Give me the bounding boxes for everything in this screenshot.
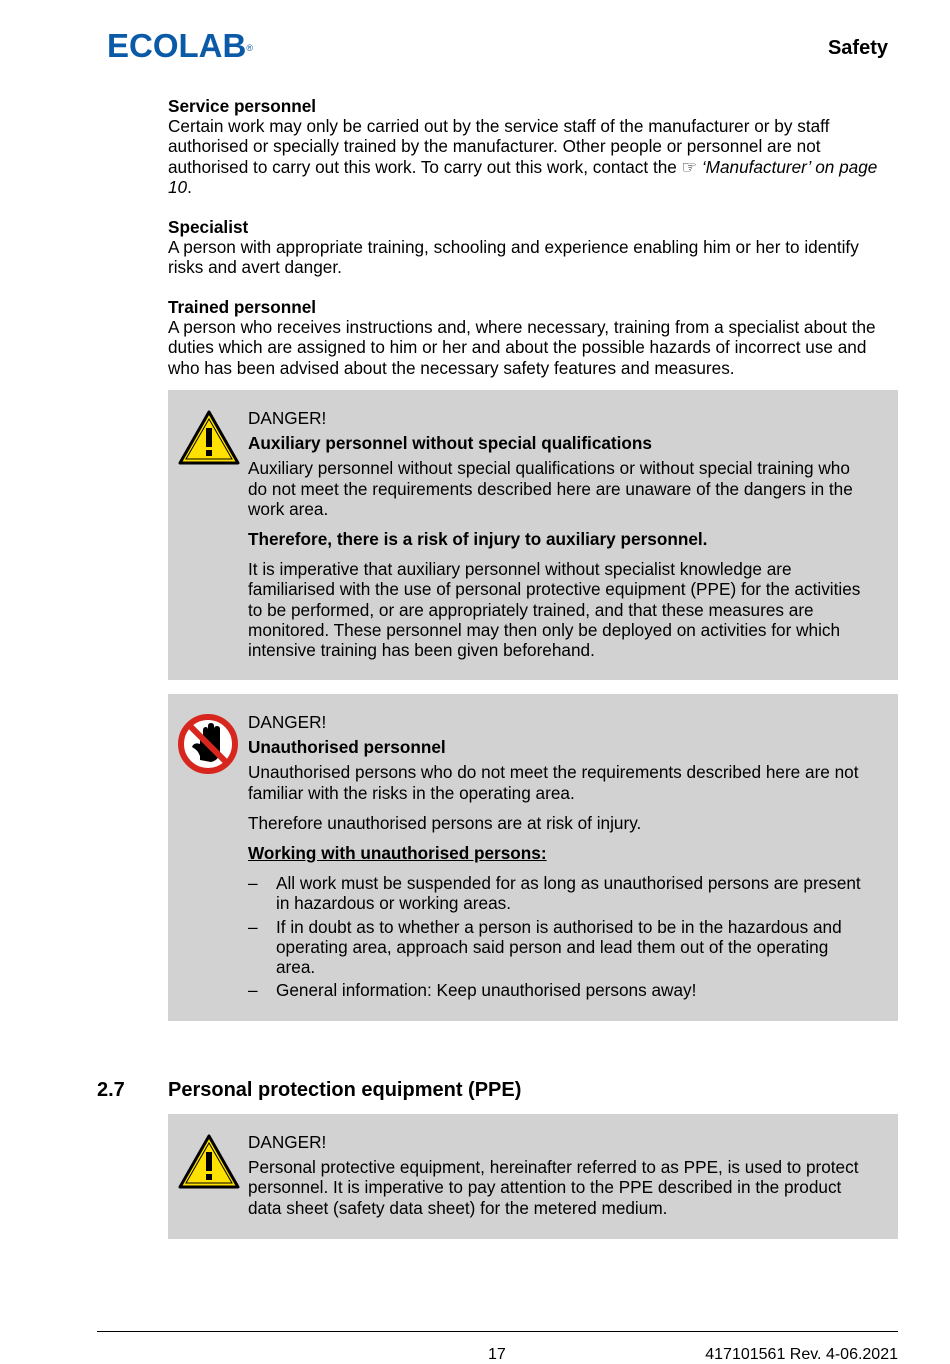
section-number: 2.7 <box>97 1079 125 1101</box>
specialist-body: A person with appropriate training, schooling and experience enabling him or her to identify risks and avert danger. <box>168 237 859 278</box>
trained-personnel-section <box>168 297 898 378</box>
service-personnel-section <box>168 96 898 197</box>
danger-box-ppe <box>168 1114 898 1239</box>
list-item: – General information: Keep unauthorised persons away! <box>248 980 697 1001</box>
warning-triangle-icon <box>178 410 240 471</box>
danger-text: Unauthorised persons who do not meet the requirements described here are not familiar with the risks in the operating area. <box>248 762 859 803</box>
list-title: Working with unauthorised persons: <box>248 843 547 864</box>
danger-label: DANGER! <box>248 1132 327 1152</box>
danger-subtitle: Unauthorised personnel <box>248 737 446 758</box>
section-title: Personal protection equipment (PPE) <box>168 1079 522 1101</box>
danger-measures: It is imperative that auxiliary personnel without specialist knowledge are familiarised with the use of personal protective equipment (PPE) for the activities to be performed, or are appropriately trained, and that these measures are monitored. These personnel may then only be deployed on activities for which intensive training has been given beforehand. <box>248 559 861 661</box>
danger-label: DANGER! <box>248 408 327 428</box>
danger-text: Auxiliary personnel without special qualifications or without special training who do not meet the requirements described here are unaware of the dangers in the work area. <box>248 458 853 519</box>
danger-box-unauthorised <box>168 694 898 1021</box>
header-section-title: Safety <box>827 37 888 59</box>
list-item: – If in doubt as to whether a person is authorised to be in the hazardous and operating area, approach said person and lead them out of the operating area. <box>248 916 842 978</box>
danger-consequence: Therefore, there is a risk of injury to auxiliary personnel. <box>248 529 708 550</box>
list-item: – All work must be suspended for as long as unauthorised persons are present in hazardous or working areas. <box>248 873 861 914</box>
manufacturer-link[interactable]: ‘Manufacturer’ on page 10 <box>168 156 878 197</box>
no-access-hand-icon <box>178 714 238 779</box>
danger-label: DANGER! <box>248 712 327 732</box>
ecolab-logo: ECOLAB® <box>107 27 253 64</box>
specialist-section <box>168 217 898 278</box>
danger-consequence: Therefore unauthorised persons are at risk of injury. <box>248 812 642 833</box>
specialist-heading: Specialist <box>168 217 249 237</box>
service-personnel-body: Certain work may only be carried out by the service staff of the manufacturer or by staff authorised or specially trained by the manufacturer. Other people or personnel are not authorised to carry out this work. To carry out this work, contact the ☞ ‘Manufacturer’ on page 10. <box>168 116 878 197</box>
danger-subtitle: Auxiliary personnel without special qualifications <box>248 433 652 454</box>
document-revision: 417101561 Rev. 4-06.2021 <box>705 1346 898 1363</box>
warning-triangle-icon <box>178 1134 240 1195</box>
footer-divider <box>97 1331 898 1332</box>
page-number: 17 <box>488 1346 506 1363</box>
trained-personnel-heading: Trained personnel <box>168 297 317 317</box>
danger-box-auxiliary <box>168 390 898 680</box>
service-personnel-heading: Service personnel <box>168 96 317 116</box>
danger-text: Personal protective equipment, hereinafter referred to as PPE, is used to protect personnel. It is imperative to pay attention to the PPE described in the product data sheet (safety data sheet) for the metered medium. <box>248 1157 859 1218</box>
pointing-hand-icon: ☞ <box>681 156 698 177</box>
trained-personnel-body: A person who receives instructions and, where necessary, training from a specialist about the duties which are assigned to him or her and about the possible hazards of incorrect use and who has been advised about the necessary safety features and measures. <box>168 317 876 378</box>
